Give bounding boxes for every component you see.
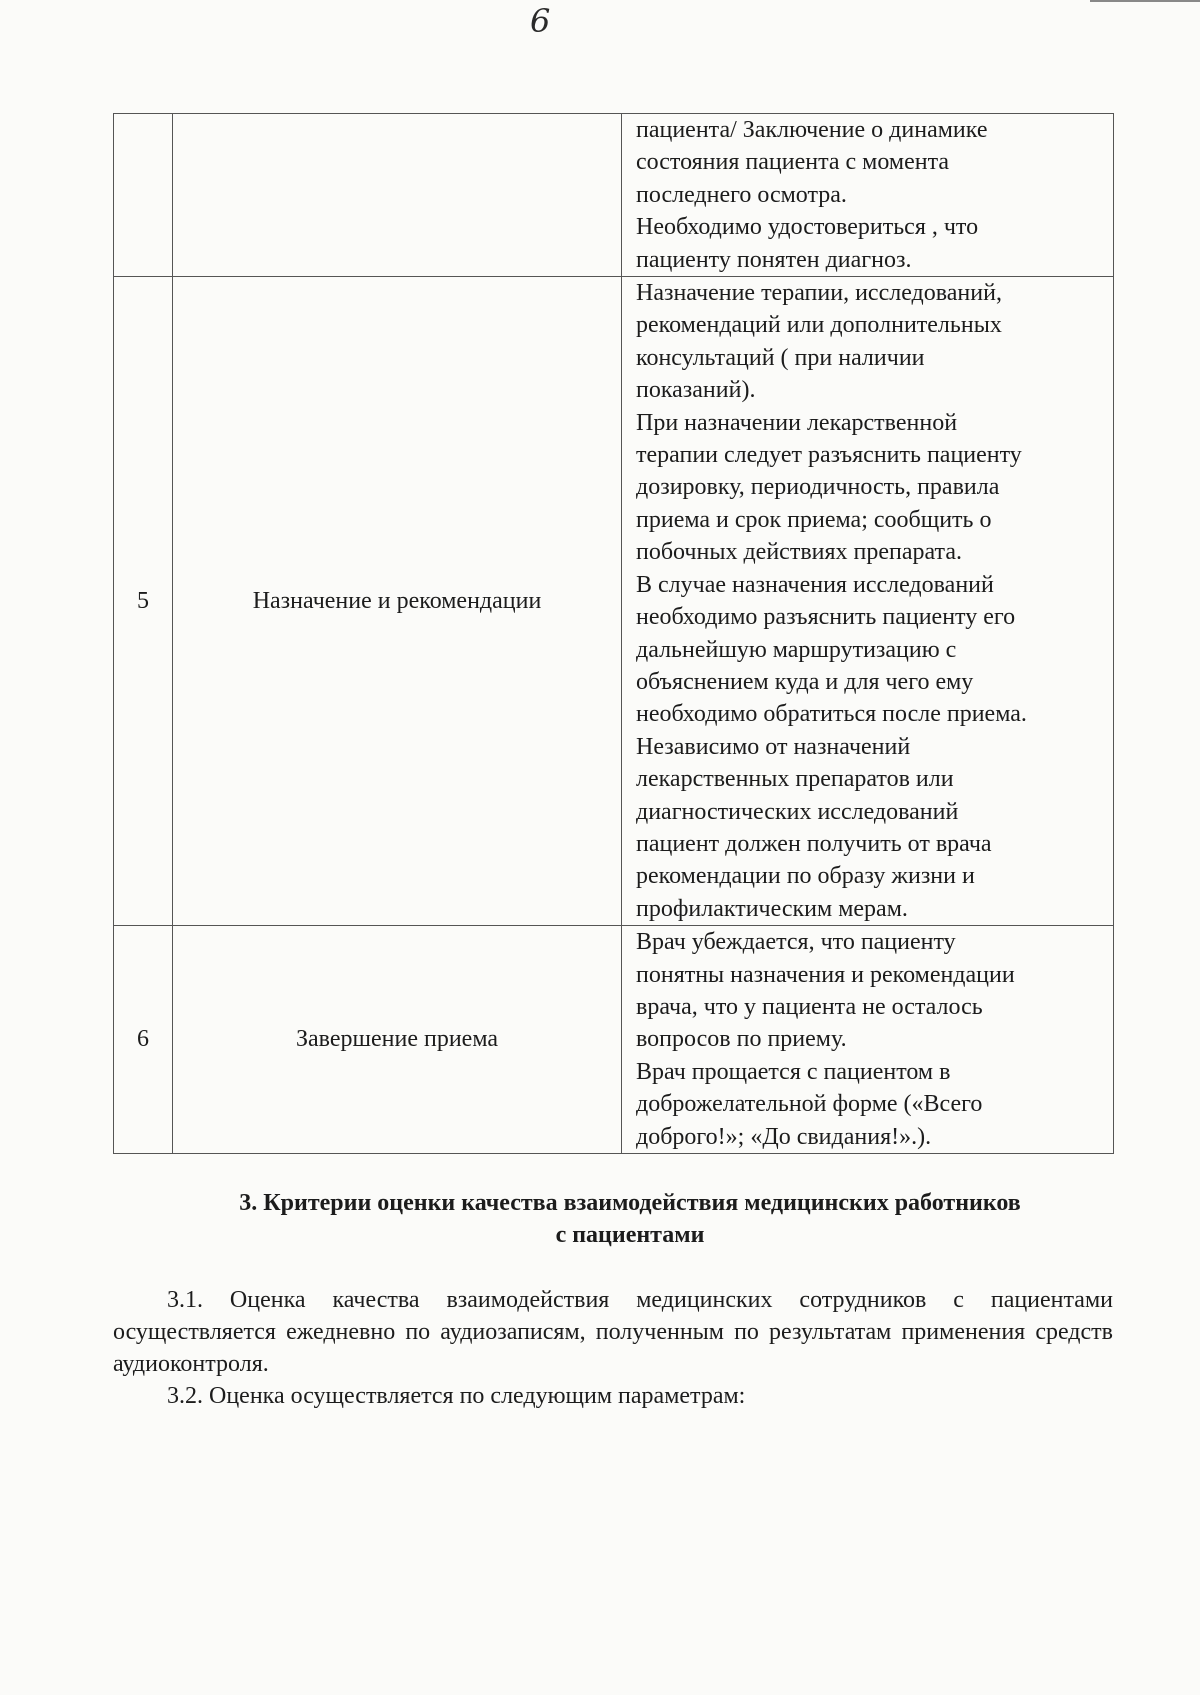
description-line: приема и срок приема; сообщить о	[636, 506, 992, 533]
description-line: Врач убеждается, что пациенту	[636, 929, 956, 956]
description-line: необходимо обратиться после приема.	[636, 701, 1027, 728]
description-line: состояния пациента с момента	[636, 149, 949, 176]
step-name-cell: Завершение приема	[173, 926, 622, 1154]
description-line: объяснением куда и для чего ему	[636, 668, 974, 695]
description-line: вопросов по приему.	[636, 1026, 847, 1053]
description-line: Независимо от назначений	[636, 733, 911, 760]
row-number-cell: 6	[114, 926, 173, 1154]
description-line: терапии следует разъяснить пациенту	[636, 442, 1022, 469]
table-row	[114, 277, 1114, 926]
step-description-cell	[622, 926, 1114, 1154]
procedure-table-body	[114, 114, 1114, 1154]
description-line: побочных действиях препарата.	[636, 539, 962, 566]
procedure-table	[113, 113, 1114, 1154]
step-description-cell	[622, 277, 1114, 926]
description-line: врача, что у пациента не осталось	[636, 993, 983, 1020]
scan-edge-line	[1090, 0, 1200, 2]
description-line: Необходимо удостовериться , что	[636, 214, 979, 241]
step-name-cell: Назначение и рекомендации	[173, 277, 622, 926]
table-row	[114, 926, 1114, 1154]
step-description-cell	[622, 114, 1114, 277]
table-row	[114, 114, 1114, 277]
description-line: Назначение терапии, исследований,	[636, 280, 1002, 307]
description-line: показаний).	[636, 377, 756, 404]
description-line: доброго!»; «До свидания!».).	[636, 1123, 932, 1150]
description-line: рекомендации по образу жизни и	[636, 863, 975, 890]
description-line: профилактическим мерам.	[636, 895, 908, 922]
description-line: консультаций ( при наличии	[636, 344, 925, 371]
description-line: дальнейшую маршрутизацию с	[636, 636, 957, 663]
description-line: пациента/ Заключение о динамике	[636, 117, 988, 143]
description-line: В случае назначения исследований	[636, 571, 994, 598]
description-line: доброжелательной форме («Всего	[636, 1091, 983, 1118]
row-number-cell	[114, 114, 173, 277]
step-name-cell	[173, 114, 622, 277]
description-line: дозировку, периодичность, правила	[636, 474, 1000, 501]
description-line: При назначении лекарственной	[636, 409, 958, 436]
description-line: последнего осмотра.	[636, 181, 847, 208]
section-title	[130, 1187, 1130, 1251]
description-line: понятны назначения и рекомендации	[636, 961, 1015, 988]
description-line: рекомендаций или дополнительных	[636, 312, 1002, 339]
description-line: пациенту понятен диагноз.	[636, 246, 912, 273]
row-number-cell: 5	[114, 277, 173, 926]
description-line: Врач прощается с пациентом в	[636, 1058, 951, 1085]
description-line: диагностических исследований	[636, 798, 959, 825]
description-line: пациент должен получить от врача	[636, 830, 992, 857]
paragraph-3-1: 3.1. Оценка качества взаимодействия медицинских сотрудников с пациентами осуществляется ежедневно по аудиозаписям, полученным по результатам применения средств аудиоконтроля.	[113, 1287, 1113, 1377]
section-title-line-1: 3. Критерии оценки качества взаимодействия медицинских работников	[239, 1190, 1021, 1216]
description-line: лекарственных препаратов или	[636, 766, 954, 793]
description-line: необходимо разъяснить пациенту его	[636, 604, 1016, 631]
section-title-line-2: с пациентами	[555, 1222, 705, 1248]
paragraph-3-2: 3.2. Оценка осуществляется по следующим параметрам:	[167, 1383, 746, 1409]
handwritten-page-number: 6	[530, 2, 551, 40]
